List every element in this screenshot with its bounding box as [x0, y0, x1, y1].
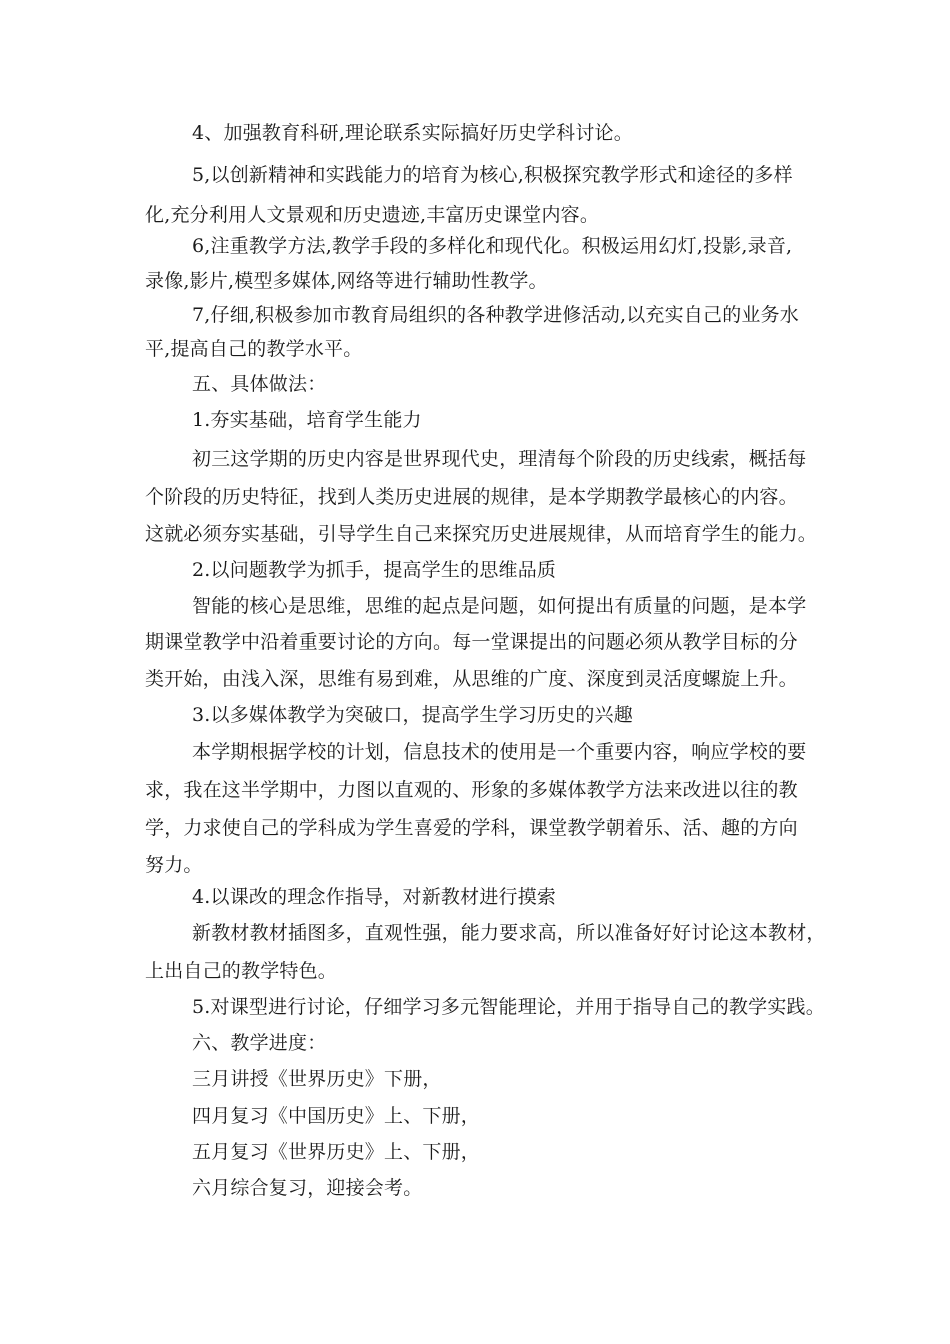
schedule-item: 四月复习《中国历史》上、下册，: [192, 1105, 481, 1127]
paragraph-line: 平,提高自己的教学水平。: [145, 338, 363, 360]
paragraph-line: 7,仔细,积极参加市教育局组织的各种教学进修活动,以充实自己的业务水: [192, 304, 800, 326]
section-heading: 五、具体做法：: [192, 373, 327, 395]
paragraph-line: 5,以创新精神和实践能力的培育为核心,积极探究教学形式和途径的多样: [192, 164, 793, 186]
subheading: 5.对课型进行讨论，仔细学习多元智能理论，并用于指导自己的教学实践。: [192, 996, 825, 1018]
paragraph-line: 学，力求使自己的学科成为学生喜爱的学科，课堂教学朝着乐、活、趣的方向: [145, 817, 798, 839]
paragraph-line: 个阶段的历史特征，找到人类历史进展的规律，是本学期教学最核心的内容。: [145, 486, 798, 508]
paragraph-line: 类开始，由浅入深，思维有易到难，从思维的广度、深度到灵活度螺旋上升。: [145, 668, 798, 690]
paragraph-line: 上出自己的教学特色。: [145, 960, 338, 982]
schedule-item: 六月综合复习，迎接会考。: [192, 1177, 423, 1199]
subheading: 4.以课改的理念作指导，对新教材进行摸索: [192, 886, 557, 908]
paragraph-line: 6,注重教学方法,教学手段的多样化和现代化。积极运用幻灯,投影,录音,: [192, 235, 793, 257]
paragraph-line: 初三这学期的历史内容是世界现代史，理清每个阶段的历史线索，概括每: [192, 448, 807, 470]
paragraph-line: 期课堂教学中沿着重要讨论的方向。每一堂课提出的问题必须从教学目标的分: [145, 631, 798, 653]
subheading: 3.以多媒体教学为突破口，提高学生学习历史的兴趣: [192, 704, 633, 726]
paragraph-line: 化,充分利用人文景观和历史遗迹,丰富历史课堂内容。: [145, 204, 600, 226]
paragraph-line: 新教材教材插图多，直观性强，能力要求高，所以准备好好讨论这本教材，: [192, 922, 826, 944]
subheading: 1.夯实基础，培育学生能力: [192, 409, 422, 431]
section-heading: 六、教学进度：: [192, 1032, 327, 1054]
schedule-item: 三月讲授《世界历史》下册，: [192, 1068, 442, 1090]
schedule-item: 五月复习《世界历史》上、下册，: [192, 1141, 481, 1163]
paragraph-line: 求，我在这半学期中，力图以直观的、形象的多媒体教学方法来改进以往的教: [145, 779, 798, 801]
subheading: 2.以问题教学为抓手，提高学生的思维品质: [192, 559, 557, 581]
paragraph-line: 本学期根据学校的计划，信息技术的使用是一个重要内容，响应学校的要: [192, 741, 807, 763]
paragraph-line: 4、加强教育科研,理论联系实际搞好历史学科讨论。: [192, 122, 633, 144]
paragraph-line: 努力。: [145, 854, 203, 876]
paragraph-line: 录像,影片,模型多媒体,网络等进行辅助性教学。: [145, 270, 548, 292]
paragraph-line: 这就必须夯实基础，引导学生自己来探究历史进展规律，从而培育学生的能力。: [145, 523, 818, 545]
paragraph-line: 智能的核心是思维，思维的起点是问题，如何提出有质量的问题，是本学: [192, 595, 807, 617]
